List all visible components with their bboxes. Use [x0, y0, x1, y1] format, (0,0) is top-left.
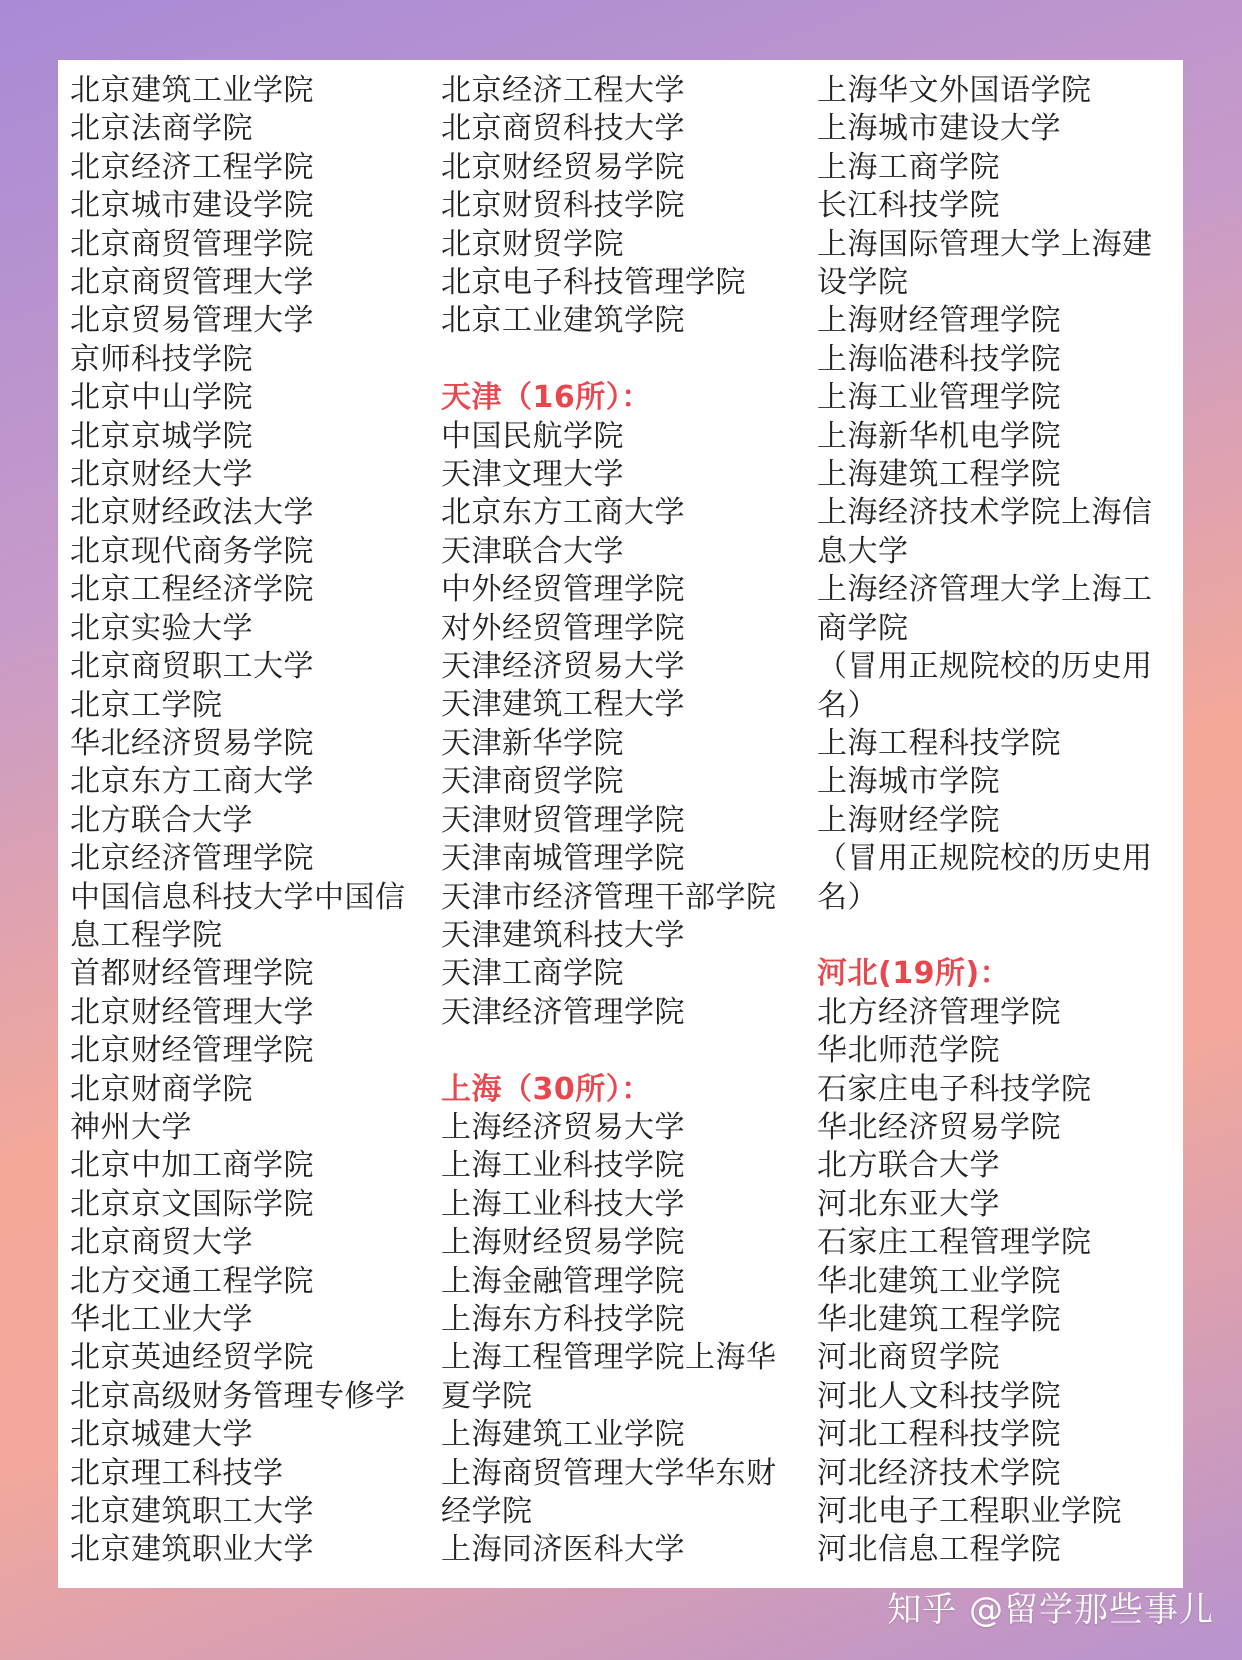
watermark-author: @留学那些事儿	[969, 1590, 1214, 1630]
school-item: 北京商贸职工大学	[70, 649, 314, 685]
school-item: 上海工商学院	[817, 149, 1000, 185]
tianjin-heading: 天津（16所）：	[441, 380, 652, 416]
school-item: 北京建筑职业大学	[70, 1532, 314, 1568]
school-item: 北京财经管理学院	[70, 1033, 314, 1069]
school-item: 北京财贸科技学院	[441, 188, 685, 224]
column-3	[817, 72, 1179, 1570]
school-item: 河北信息工程学院	[817, 1532, 1061, 1568]
school-item: 北京中加工商学院	[70, 1148, 314, 1184]
school-item: 上海工业管理学院	[817, 380, 1061, 416]
school-item: 北京建筑职工大学	[70, 1494, 314, 1530]
school-item: 河北东亚大学	[817, 1186, 1000, 1222]
school-item: 天津工商学院	[441, 956, 624, 992]
school-item: 上海经济贸易大学	[441, 1109, 685, 1145]
school-item: 北京京城学院	[70, 418, 253, 454]
hebei-list	[817, 994, 1179, 1570]
school-item: 北京工业建筑学院	[441, 303, 685, 339]
school-item: 上海临港科技学院	[817, 341, 1061, 377]
school-item: 对外经贸管理学院	[441, 610, 685, 646]
school-item: 天津市经济管理干部学院	[441, 879, 777, 915]
school-item: 上海国际管理大学上海建设学院	[817, 226, 1153, 301]
shanghai-list-part2	[817, 72, 1179, 917]
school-item: 北方交通工程学院	[70, 1263, 314, 1299]
school-item: 上海城市建设大学	[817, 111, 1061, 147]
school-item: 上海财经学院	[817, 802, 1000, 838]
school-item: 北方联合大学	[70, 802, 253, 838]
school-item: 河北商贸学院	[817, 1340, 1000, 1376]
school-item: 天津商贸学院	[441, 764, 624, 800]
school-item: 天津经济管理学院	[441, 994, 685, 1030]
school-item: 神州大学	[70, 1109, 192, 1145]
school-item: 中外经贸管理学院	[441, 572, 685, 608]
school-item: 天津建筑科技大学	[441, 917, 685, 953]
school-item: 上海建筑工程学院	[817, 457, 1061, 493]
school-item: 河北经济技术学院	[817, 1455, 1061, 1491]
school-item: （冒用正规院校的历史用名）	[817, 841, 1153, 915]
school-item: 上海工业科技大学	[441, 1186, 685, 1222]
school-item: 北京商贸管理学院	[70, 226, 314, 262]
beijing-list-continued	[441, 72, 801, 341]
school-item: 北京商贸大学	[70, 1225, 253, 1261]
school-item: 天津建筑工程大学	[441, 687, 685, 723]
school-item: 北京商贸科技大学	[441, 111, 685, 147]
school-item: 北京财经贸易学院	[441, 149, 685, 185]
school-item: 长江科技学院	[817, 188, 1000, 224]
school-item: 北方经济管理学院	[817, 994, 1061, 1030]
school-item: 石家庄工程管理学院	[817, 1225, 1092, 1261]
school-item: 北京财经政法大学	[70, 495, 314, 531]
school-item: 北京城市建设学院	[70, 188, 314, 224]
school-item: 北京法商学院	[70, 111, 253, 147]
school-item: 华北师范学院	[817, 1033, 1000, 1069]
school-item: 北京工学院	[70, 687, 223, 723]
school-item: 北方联合大学	[817, 1148, 1000, 1184]
school-item: 华北经济贸易学院	[70, 725, 314, 761]
school-item: 北京英迪经贸学院	[70, 1340, 314, 1376]
hebei-heading: 河北(19所)：	[817, 956, 1011, 992]
school-item: 北京财经大学	[70, 457, 253, 493]
school-item: 北京中山学院	[70, 380, 253, 416]
school-item: 北京东方工商大学	[70, 764, 314, 800]
school-item: 中国民航学院	[441, 418, 624, 454]
school-item: 上海新华机电学院	[817, 418, 1061, 454]
school-item: 石家庄电子科技学院	[817, 1071, 1092, 1107]
school-item: 北京城建大学	[70, 1417, 253, 1453]
shanghai-list-part1	[441, 1109, 801, 1570]
school-item: 北京建筑工业学院	[70, 73, 314, 108]
school-item: 北京财商学院	[70, 1071, 253, 1107]
school-item: （冒用正规院校的历史用名）	[817, 649, 1153, 723]
school-item: 河北人文科技学院	[817, 1378, 1061, 1414]
school-item: 北京商贸管理大学	[70, 265, 314, 301]
school-item: 上海城市学院	[817, 764, 1000, 800]
school-item: 北京贸易管理大学	[70, 303, 314, 339]
school-item: 北京高级财务管理专修学	[70, 1378, 406, 1414]
column-1	[70, 72, 422, 1570]
school-item: 河北工程科技学院	[817, 1417, 1061, 1453]
school-item: 上海财经管理学院	[817, 303, 1061, 339]
school-item: 上海建筑工业学院	[441, 1417, 685, 1453]
school-item: 北京财经管理大学	[70, 994, 314, 1030]
school-item: 华北建筑工程学院	[817, 1301, 1061, 1337]
school-item: 上海东方科技学院	[441, 1301, 685, 1337]
school-item: 北京经济工程大学	[441, 73, 685, 108]
school-item: 上海工程管理学院上海华夏学院	[441, 1340, 777, 1414]
school-item: 北京现代商务学院	[70, 533, 314, 569]
school-item: 上海工业科技学院	[441, 1148, 685, 1184]
school-item: 上海金融管理学院	[441, 1263, 685, 1299]
school-item: 天津南城管理学院	[441, 841, 685, 877]
school-item: 上海经济管理大学上海工商学院	[817, 572, 1153, 646]
school-item: 华北建筑工业学院	[817, 1263, 1061, 1299]
school-item: 北京东方工商大学	[441, 495, 685, 531]
school-item: 北京电子科技管理学院	[441, 265, 746, 301]
school-item: 上海华文外国语学院	[817, 73, 1092, 108]
school-item: 天津联合大学	[441, 533, 624, 569]
school-item: 上海工程科技学院	[817, 725, 1061, 761]
column-2	[441, 72, 801, 1570]
school-item: 京师科技学院	[70, 341, 253, 377]
school-item: 北京工程经济学院	[70, 572, 314, 608]
school-item: 华北工业大学	[70, 1302, 253, 1337]
content-card	[58, 60, 1183, 1588]
school-item: 首都财经管理学院	[70, 956, 314, 992]
school-item: 上海商贸管理大学华东财经学院	[441, 1455, 777, 1529]
school-item: 北京理工科技学	[70, 1455, 284, 1491]
school-item: 北京京文国际学院	[70, 1186, 314, 1222]
school-item: 上海同济医科大学	[441, 1532, 685, 1568]
school-item: 北京财贸学院	[441, 226, 624, 262]
watermark-site: 知乎	[887, 1590, 958, 1630]
tianjin-list	[441, 418, 801, 1033]
school-item: 天津文理大学	[441, 457, 624, 493]
school-item: 中国信息科技大学中国信息工程学院	[70, 879, 406, 953]
school-item: 北京经济管理学院	[70, 841, 314, 877]
school-item: 上海财经贸易学院	[441, 1225, 685, 1261]
school-item: 天津财贸管理学院	[441, 802, 685, 838]
school-item: 北京经济工程学院	[70, 149, 314, 185]
shanghai-heading: 上海（30所）：	[441, 1071, 652, 1107]
school-item: 上海经济技术学院上海信息大学	[817, 495, 1153, 569]
watermark	[887, 1582, 1214, 1631]
school-item: 北京实验大学	[70, 610, 253, 646]
school-item: 河北电子工程职业学院	[817, 1494, 1122, 1530]
school-item: 天津新华学院	[441, 725, 624, 761]
school-item: 华北经济贸易学院	[817, 1109, 1061, 1145]
school-item: 天津经济贸易大学	[441, 649, 685, 685]
